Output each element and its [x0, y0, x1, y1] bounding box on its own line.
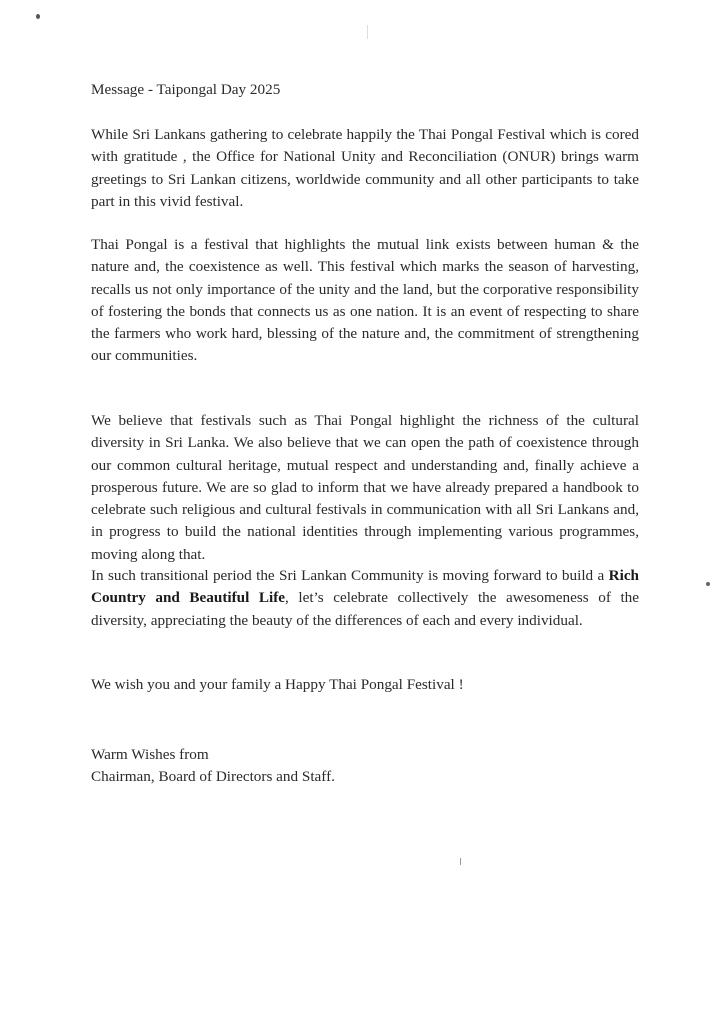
paragraph-greeting: While Sri Lankans gathering to celebrate happily the Thai Pongal Festival which is cored with gratitude , the Office for National Unity and Reconciliation (ONUR) brings warm greetings to Sri Lankan citizens, worldwide community and all other participants to take part in this vivid festival. [91, 126, 639, 210]
scan-speck [706, 582, 710, 586]
festival-wish: We wish you and your family a Happy Thai Pongal Festival ! [91, 676, 464, 693]
closing-signature [91, 744, 335, 789]
closing-line: Warm Wishes from [91, 746, 209, 763]
signatory: Chairman, Board of Directors and Staff. [91, 768, 335, 786]
message-title: Message - Taipongal Day 2025 [91, 81, 281, 98]
slogan-bold: Rich Country and Beautiful Life [91, 567, 639, 607]
scan-artifact [460, 858, 461, 865]
scan-artifact [367, 25, 368, 39]
paragraph-text: In such transitional period the Sri Lankan Community is moving forward to build a [91, 567, 609, 584]
paragraph-cultural-diversity: We believe that festivals such as Thai Pongal highlight the richness of the cultural diversity in Sri Lanka. We also believe that we can open the path of coexistence through our common cultural heritage, mutual respect and understanding and, finally achieve a prosperous future. We are so glad to inform that we have already prepared a handbook to celebrate such religious and cultural festivals in communication with all Sri Lankans and, in progress to build the national identities through implementing various programmes, moving along that. [91, 412, 639, 563]
paragraph-festival-meaning: Thai Pongal is a festival that highlights the mutual link exists between human & the nature and, the coexistence as well. This festival which marks the season of harvesting, recalls us not only importance of the unity and the land, but the corporative responsibility of fostering the bonds that connects us as one nation. It is an event of respecting to share the farmers who work hard, blessing of the nature and, the commitment of strengthening our communities. [91, 236, 639, 365]
paragraph-rich-country [91, 565, 639, 632]
scan-speck [36, 14, 40, 19]
paragraph-text: , let’s celebrate collectively the awesomeness of the diversity, appreciating the beauty of the differences of each and every individual. [91, 589, 639, 629]
